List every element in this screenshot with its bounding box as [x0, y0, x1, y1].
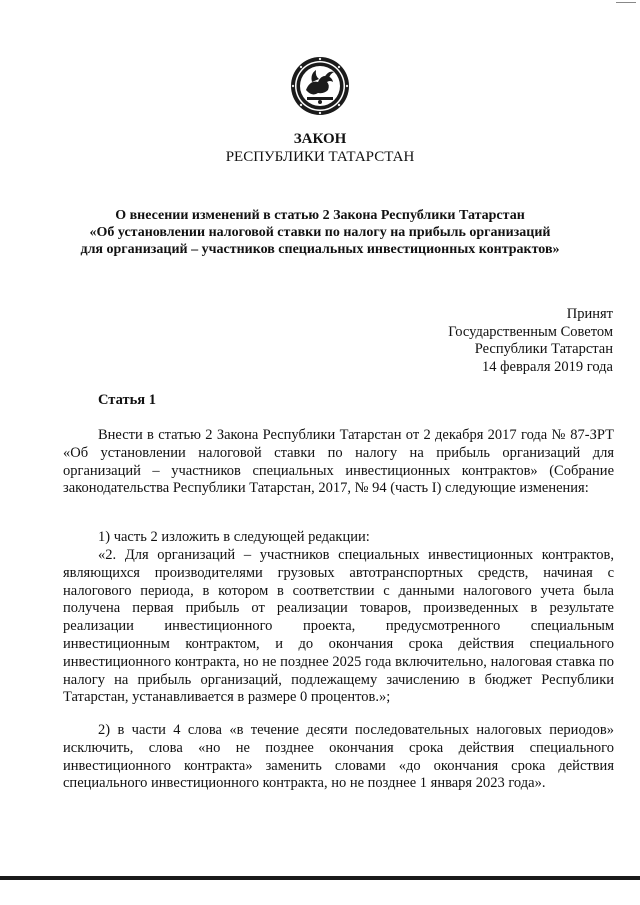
scan-artifact	[616, 2, 636, 3]
article-title: Статья 1	[98, 392, 156, 408]
adoption-line-3: Республики Татарстан	[474, 341, 613, 358]
adoption-block	[448, 306, 613, 377]
adoption-line-2: Государственным Советом	[448, 323, 613, 340]
adoption-line-1: Принят	[566, 306, 613, 322]
article-paragraph-intro: Внести в статью 2 Закона Республики Татарстан от 2 декабря 2017 года № 87-ЗРТ «Об установлении налоговой ставки по налогу на прибыль организаций для организаций – участников специальных инвестиционных контрактов» (Собрание законодательства Республики Татарстан, 2017, № 94 (часть I) следующие изменения:	[63, 427, 614, 497]
headline-line-2: «Об установлении налоговой ставки по налогу на прибыль организаций	[89, 225, 551, 240]
article-paragraph-item-2: 2) в части 4 слова «в течение десяти последовательных налоговых периодов» исключить, слова «но не позднее окончания срока действия специального инвестиционного контракта» заменить словами «до окончания срока действия специального инвестиционного контракта, но не позднее 1 января 2023 года».	[63, 722, 614, 792]
headline-line-1: О внесении изменений в статью 2 Закона Республики Татарстан	[115, 208, 525, 223]
law-issuer: РЕСПУБЛИКИ ТАТАРСТАН	[225, 149, 415, 165]
scan-edge-bar	[0, 876, 640, 880]
article-paragraph-new-wording: «2. Для организаций – участников специальных инвестиционных контрактов, являющихся производителями грузовых автотранспортных средств, начиная с налогового периода, в котором в соответствии с данными налогового учета была получена первая прибыль от реализации товаров, произведенных в результате реализации инвестиционного проекта, предусмотренного специальным инвестиционным контрактом, и до окончания срока действия специального инвестиционного контракта, но не позднее 2025 года включительно, налоговая ставка по налогу на прибыль организаций, подлежащему зачислению в бюджет Республики Татарстан, устанавливается в размере 0 процентов.»;	[63, 547, 614, 706]
adoption-date: 14 февраля 2019 года	[481, 359, 613, 376]
article-paragraph-item-1: 1) часть 2 изложить в следующей редакции:	[98, 529, 370, 545]
law-headline	[0, 207, 640, 258]
headline-line-3: для организаций – участников специальных инвестиционных контрактов»	[80, 242, 560, 257]
tatarstan-coat-of-arms-icon	[290, 56, 350, 116]
law-title: ЗАКОН	[293, 131, 347, 147]
